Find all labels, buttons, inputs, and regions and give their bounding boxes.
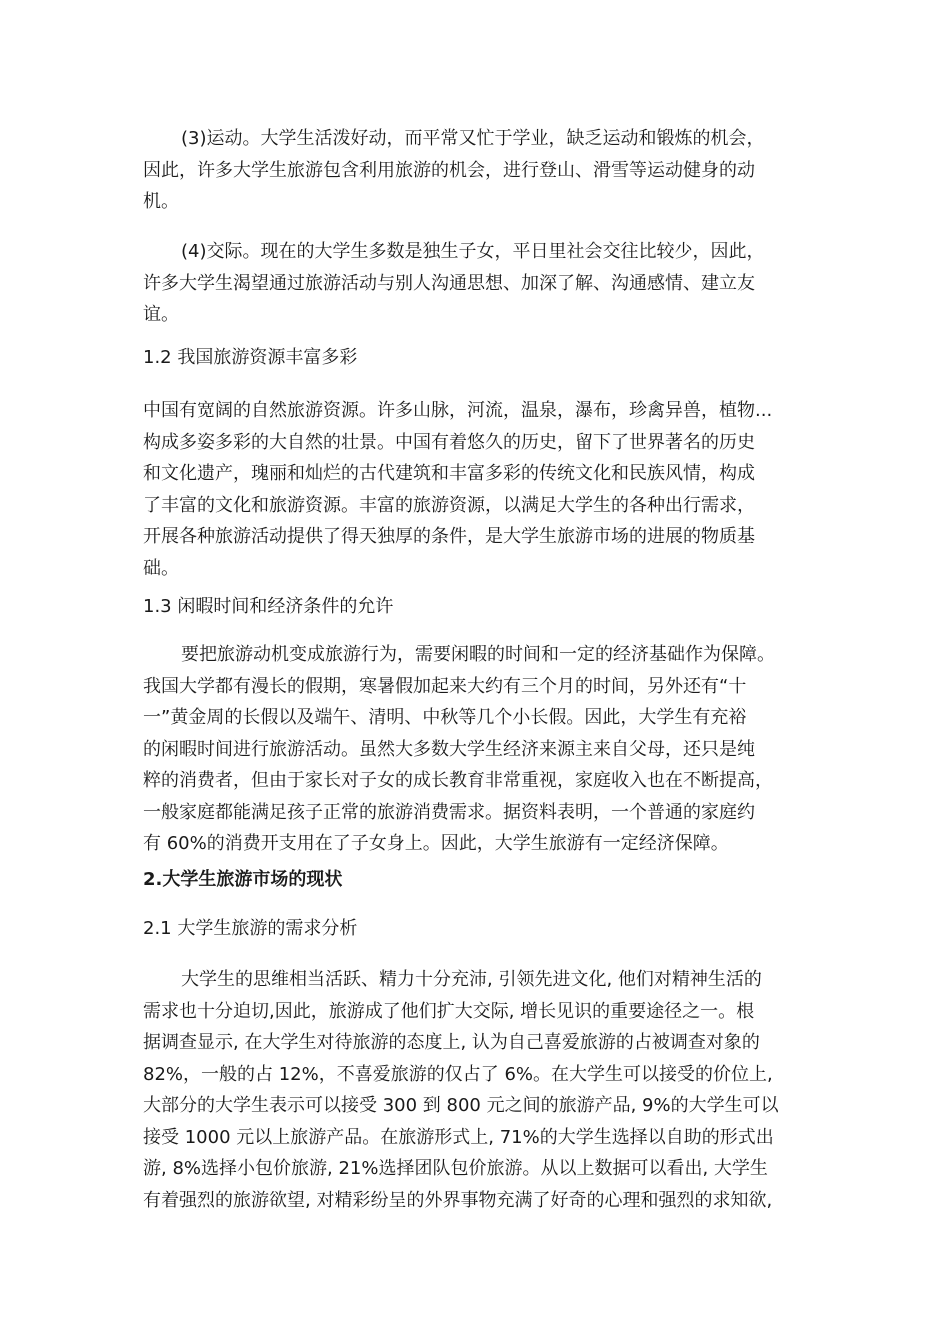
text-line: 游, 8%选择小包价旅游, 21%选择团队包价旅游。从以上数据可以看出, 大学生 — [143, 1158, 768, 1179]
text-line: 大学生的思维相当活跃、精力十分充沛, 引领先进文化, 他们对精神生活的 — [181, 969, 762, 990]
text-line: 许多大学生渴望通过旅游活动与别人沟通思想、加深了解、沟通感情、建立友 — [143, 272, 755, 294]
paragraph-tourism-resources — [143, 395, 823, 584]
text-line: 因此，许多大学生旅游包含利用旅游的机会，进行登山、滑雪等运动健身的动 — [143, 159, 755, 181]
text-line: 础。 — [143, 557, 179, 579]
text-line: 谊。 — [143, 304, 179, 325]
text-line: 的闲暇时间进行旅游活动。虽然大多数大学生经济来源主来自父母，还只是纯 — [143, 738, 755, 760]
text-line: 了丰富的文化和旅游资源。丰富的旅游资源，以满足大学生的各种出行需求， — [143, 494, 755, 516]
text-line: 机。 — [143, 191, 179, 212]
text-line: 大部分的大学生表示可以接受 300 到 800 元之间的旅游产品, 9%的大学生可以 — [143, 1095, 779, 1116]
text-line: 82%，一般的占 12%，不喜爱旅游的仅占了 6%。在大学生可以接受的价位上, — [143, 1063, 773, 1085]
text-line: 一般家庭都能满足孩子正常的旅游消费需求。据资料表明，一个普通的家庭约 — [143, 801, 755, 823]
section-heading-2: 2.大学生旅游市场的现状 — [143, 869, 343, 890]
paragraph-sport-motive — [143, 123, 823, 218]
text-line: 要把旅游动机变成旅游行为，需要闲暇的时间和一定的经济基础作为保障。 — [181, 644, 775, 665]
text-line: 我国大学都有漫长的假期，寒暑假加起来大约有三个月的时间，另外还有“十 — [143, 675, 747, 697]
text-line: 有着强烈的旅游欲望, 对精彩纷呈的外界事物充满了好奇的心理和强烈的求知欲, — [143, 1189, 773, 1211]
text-line: 有 60%的消费开支用在了子女身上。因此，大学生旅游有一定经济保障。 — [143, 833, 729, 854]
text-line: (3)运动。大学生活泼好动，而平常又忙于学业，缺乏运动和锻炼的机会， — [181, 128, 765, 149]
text-line: 粹的消费者，但由于家长对子女的成长教育非常重视，家庭收入也在不断提高， — [143, 770, 773, 791]
text-line: 构成多姿多彩的大自然的壮景。中国有着悠久的历史，留下了世界著名的历史 — [143, 431, 755, 453]
text-line: 接受 1000 元以上旅游产品。在旅游形式上, 71%的大学生选择以自助的形式出 — [143, 1126, 774, 1148]
section-heading-1-3: 1.3 闲暇时间和经济条件的允许 — [143, 596, 394, 617]
paragraph-demand-analysis — [143, 964, 823, 1216]
text-line: 和文化遗产，瑰丽和灿烂的古代建筑和丰富多彩的传统文化和民族风情，构成 — [143, 463, 755, 484]
section-heading-2-1: 2.1 大学生旅游的需求分析 — [143, 918, 358, 939]
paragraph-leisure-economy — [143, 639, 823, 860]
paragraph-social-motive — [143, 236, 823, 331]
text-line: 据调查显示, 在大学生对待旅游的态度上, 认为自己喜爱旅游的占被调查对象的 — [143, 1032, 760, 1053]
text-line: 中国有宽阔的自然旅游资源。许多山脉，河流，温泉，瀑布，珍禽异兽，植物... — [143, 400, 773, 421]
text-line: 一”黄金周的长假以及端午、清明、中秋等几个小长假。因此，大学生有充裕 — [143, 707, 747, 728]
section-heading-1-2: 1.2 我国旅游资源丰富多彩 — [143, 347, 358, 368]
text-line: 开展各种旅游活动提供了得天独厚的条件，是大学生旅游市场的进展的物质基 — [143, 526, 755, 547]
text-line: (4)交际。现在的大学生多数是独生子女，平日里社会交往比较少，因此， — [181, 241, 765, 262]
text-line: 需求也十分迫切,因此，旅游成了他们扩大交际, 增长见识的重要途径之一。根 — [143, 1000, 755, 1022]
